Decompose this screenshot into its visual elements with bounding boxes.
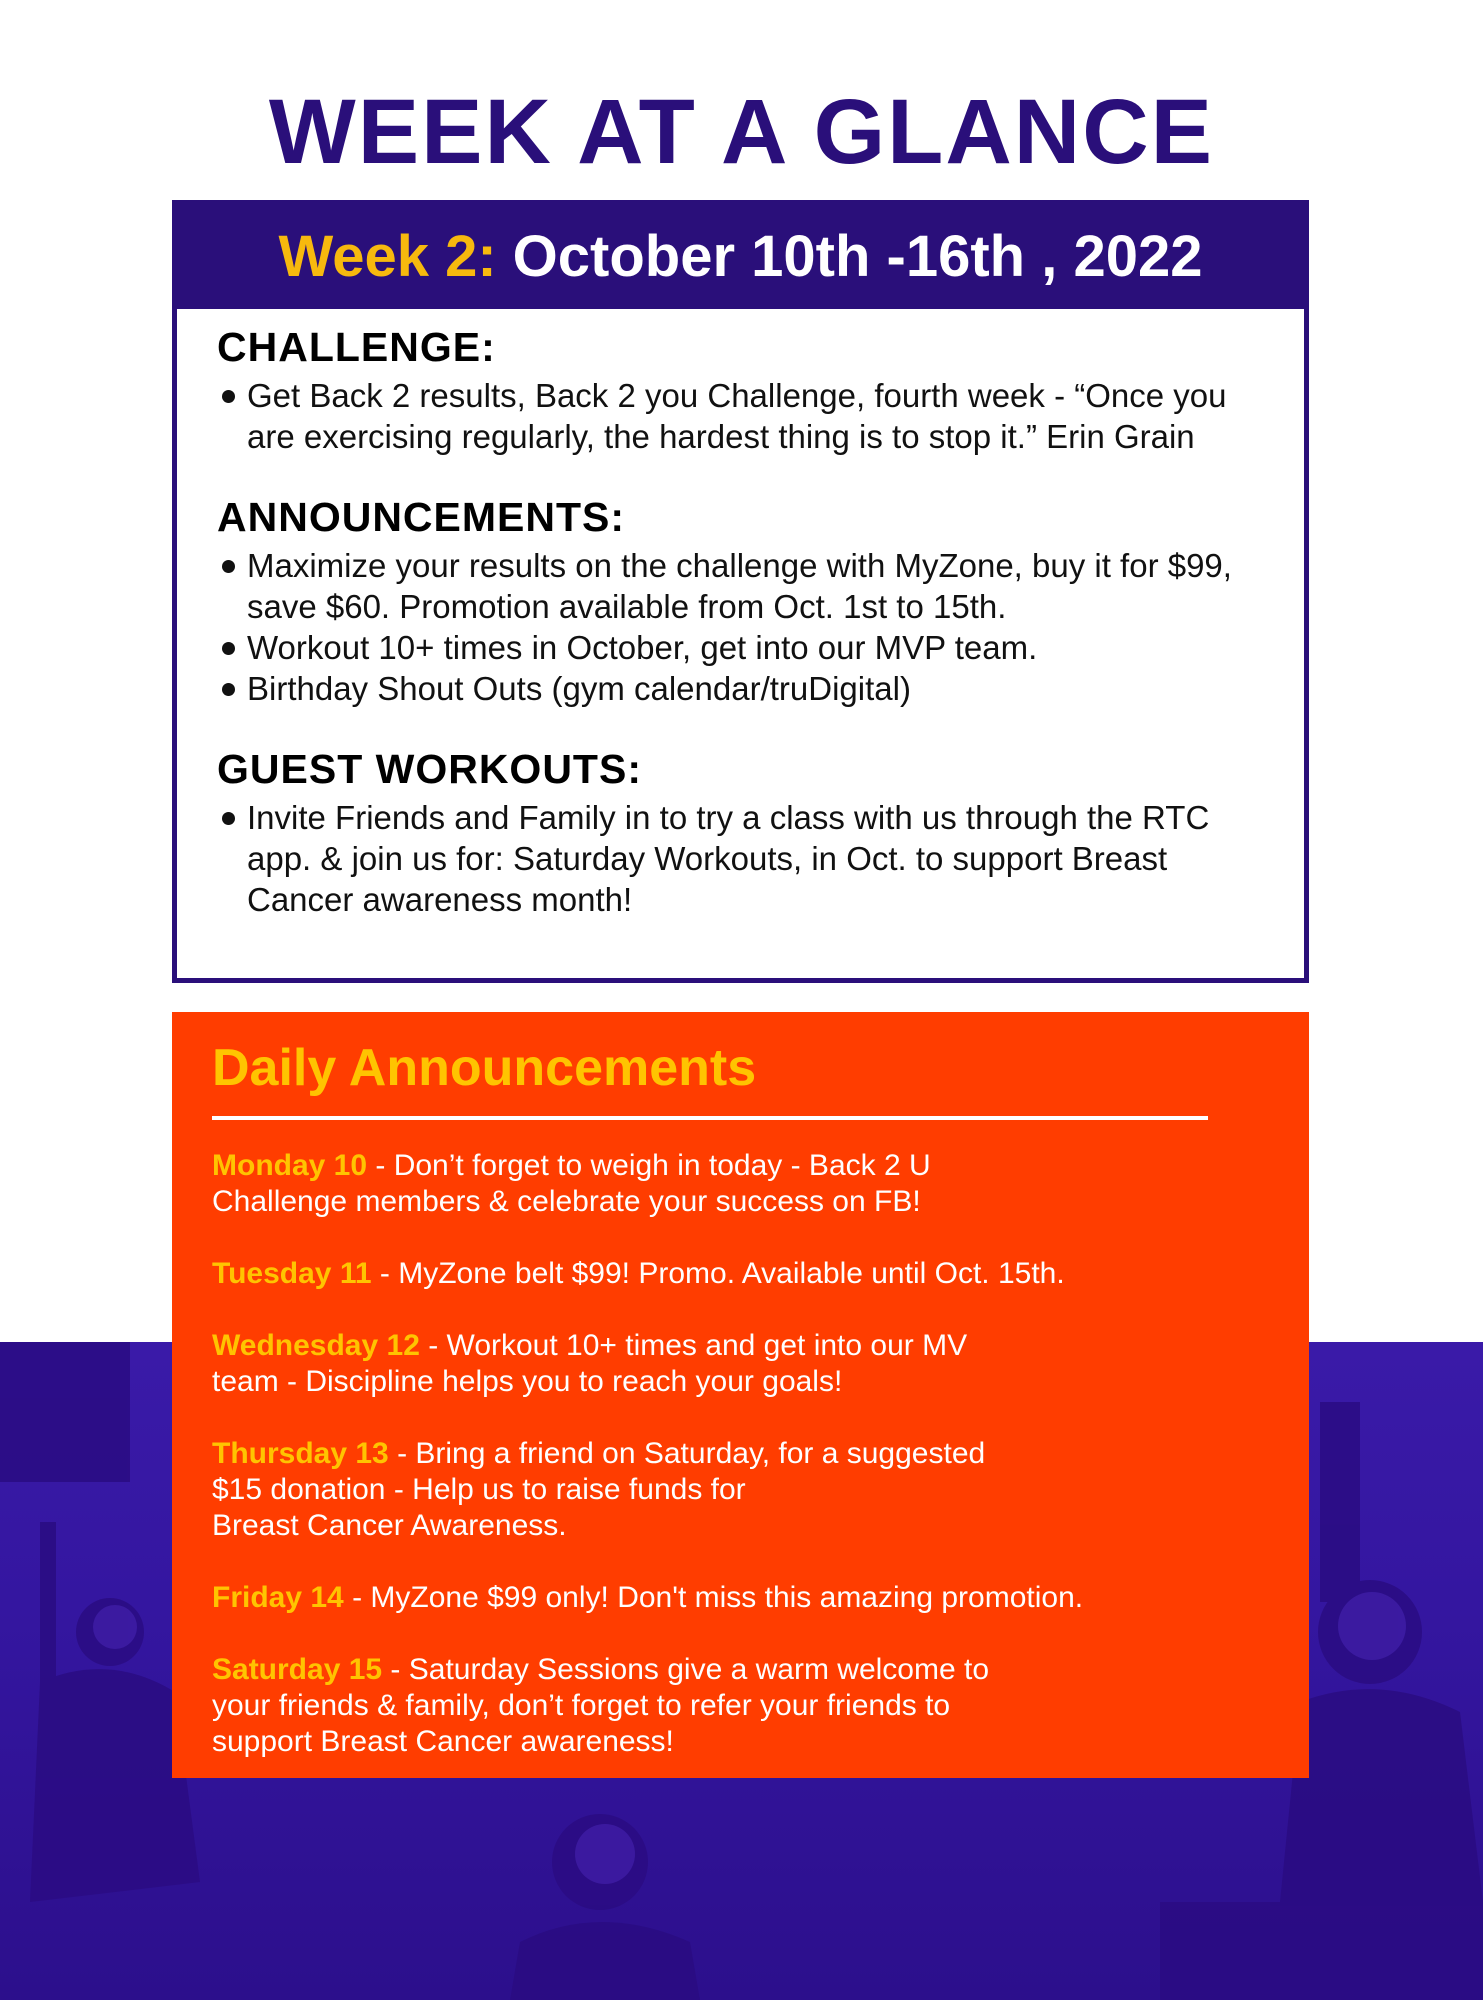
guest-workouts-heading: GUEST WORKOUTS: [217,746,642,792]
announcements-bullets [217,545,1304,709]
day-item-wednesday [212,1328,1282,1400]
day-name: Thursday 13 [212,1437,389,1470]
week-dates: October 10th -16th , 2022 [512,224,1203,289]
day-item-tuesday [212,1256,1282,1292]
day-text: - MyZone belt $99! Promo. Available until Oct. 15th. [371,1257,1065,1290]
daily-announcements-card [172,1012,1309,1778]
day-text: - Saturday Sessions give a warm welcome to your friends & family, don’t forget to refer your friends to support Breast Cancer awareness! [212,1653,990,1758]
page-title: WEEK AT A GLANCE [268,81,1215,183]
day-name: Tuesday 11 [212,1257,372,1290]
guest-workouts-section [217,745,1304,920]
day-text: - MyZone $99 only! Don't miss this amazing promotion. [343,1581,1084,1614]
daily-list [212,1148,1309,1760]
daily-announcements-title: Daily Announcements [212,1039,757,1097]
day-item-monday [212,1148,1282,1220]
day-name: Friday 14 [212,1581,344,1614]
day-item-thursday [212,1436,1282,1544]
title-divider [212,1116,1208,1120]
bullet-item: Birthday Shout Outs (gym calendar/truDigital) [217,668,1304,709]
bullet-item: Workout 10+ times in October, get into our MVP team. [217,627,1304,668]
guest-workouts-bullets [217,797,1304,920]
week-label: Week 2: [278,224,497,289]
day-name: Saturday 15 [212,1653,383,1686]
challenge-bullets [217,375,1304,457]
day-text: - Bring a friend on Saturday, for a suggested $15 donation - Help us to raise funds for Breast Cancer Awareness. [212,1437,986,1542]
week-header [177,205,1304,309]
bullet-item: Invite Friends and Family in to try a class with us through the RTC app. & join us for: Saturday Workouts, in Oct. to support Breast Cancer awareness month! [217,797,1257,920]
week-body [177,309,1304,920]
announcements-heading: ANNOUNCEMENTS: [217,494,626,540]
announcements-section [217,493,1304,709]
day-item-saturday [212,1652,1282,1760]
day-text: - Don’t forget to weigh in today - Back 2 U Challenge members & celebrate your success on FB! [212,1149,931,1218]
day-text: - Workout 10+ times and get into our MV team - Discipline helps you to reach your goals! [212,1329,968,1398]
week-overview-card [172,200,1309,983]
challenge-heading: CHALLENGE: [217,324,496,370]
challenge-section [217,323,1304,457]
day-name: Monday 10 [212,1149,368,1182]
bullet-item: Get Back 2 results, Back 2 you Challenge, fourth week - “Once you are exercising regularly, the hardest thing is to stop it.” Erin Grain [217,375,1257,457]
day-name: Wednesday 12 [212,1329,420,1362]
day-item-friday [212,1580,1282,1616]
bullet-item: Maximize your results on the challenge with MyZone, buy it for $99, save $60. Promotion available from Oct. 1st to 15th. [217,545,1307,627]
